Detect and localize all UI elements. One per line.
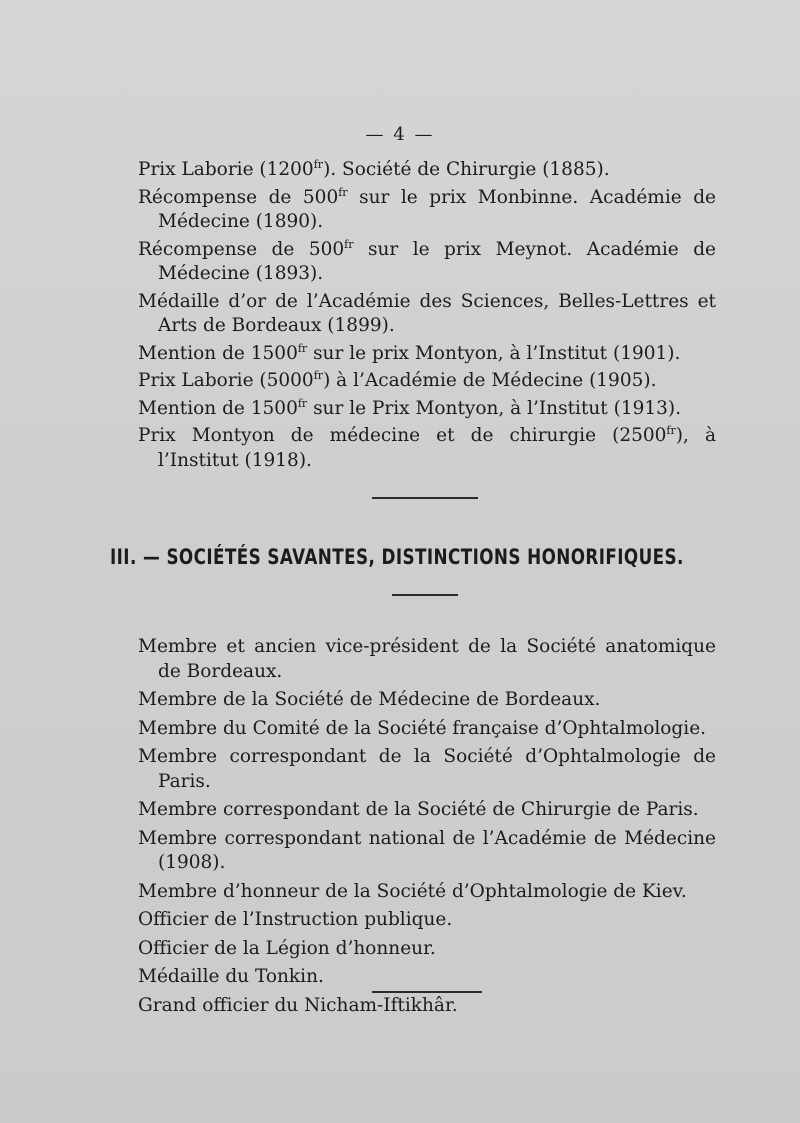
- award-entry: Prix Laborie $(5000^{fr})$ à l’Académie de Médecine (1905).: [138, 368, 657, 391]
- society-entry: Officier de l’Instruction publique.: [138, 909, 453, 930]
- section-title-text: SOCIÉTÉS SAVANTES, DISTINCTIONS HONORIFIQUES.: [166, 545, 684, 569]
- award-entry: Récompense de $500^{fr}$ sur le prix Monbinne. Académie de Médecine (1890).: [138, 185, 716, 232]
- award-entry: Mention de $1500^{fr}$ sur le prix Montyon, à l’Institut (1901).: [138, 341, 681, 364]
- society-entry: Membre correspondant national de l’Académie de Médecine (1908).: [138, 827, 716, 873]
- awards-list: [138, 158, 716, 476]
- closing-divider: [372, 991, 482, 993]
- award-entry: Mention de $1500^{fr}$ sur le Prix Montyon, à l’Institut (1913).: [138, 396, 681, 419]
- society-entry: Grand officier du Nicham-Iftikhâr.: [138, 994, 458, 1016]
- page-number: — 4 —: [365, 124, 435, 145]
- heading-underline: [392, 594, 458, 596]
- award-entry: Récompense de $500^{fr}$ sur le prix Meynot. Académie de Médecine (1893).: [138, 237, 716, 284]
- section-numeral: III.: [110, 545, 137, 569]
- society-entry: Officier de la Légion d’honneur.: [138, 937, 436, 959]
- society-entry: Membre correspondant de la Société d’Ophtalmologie de Paris.: [138, 746, 716, 792]
- society-entry: Membre du Comité de la Société française d’Ophtalmologie.: [138, 717, 707, 739]
- award-entry: Prix Laborie $(1200^{fr})$. Société de Chirurgie (1885).: [138, 157, 610, 180]
- award-entry: Médaille d’or de l’Académie des Sciences, Belles-Lettres et Arts de Bordeaux (1899).: [138, 290, 716, 336]
- society-entry: Membre d’honneur de la Société d’Ophtalmologie de Kiev.: [138, 880, 687, 902]
- society-entry: Membre correspondant de la Société de Chirurgie de Paris.: [138, 799, 699, 820]
- section-heading: [110, 545, 684, 569]
- society-entry: Médaille du Tonkin.: [138, 966, 324, 987]
- society-entry: Membre et ancien vice-président de la Société anatomique de Bordeaux.: [138, 636, 716, 682]
- section-divider: [372, 497, 478, 499]
- section-dash: —: [142, 545, 161, 569]
- society-entry: Membre de la Société de Médecine de Bordeaux.: [138, 689, 601, 710]
- award-entry: Prix Montyon de médecine et de chirurgie $(2500^{fr})$, à l’Institut (1918).: [138, 423, 716, 471]
- societies-list: [138, 635, 716, 1022]
